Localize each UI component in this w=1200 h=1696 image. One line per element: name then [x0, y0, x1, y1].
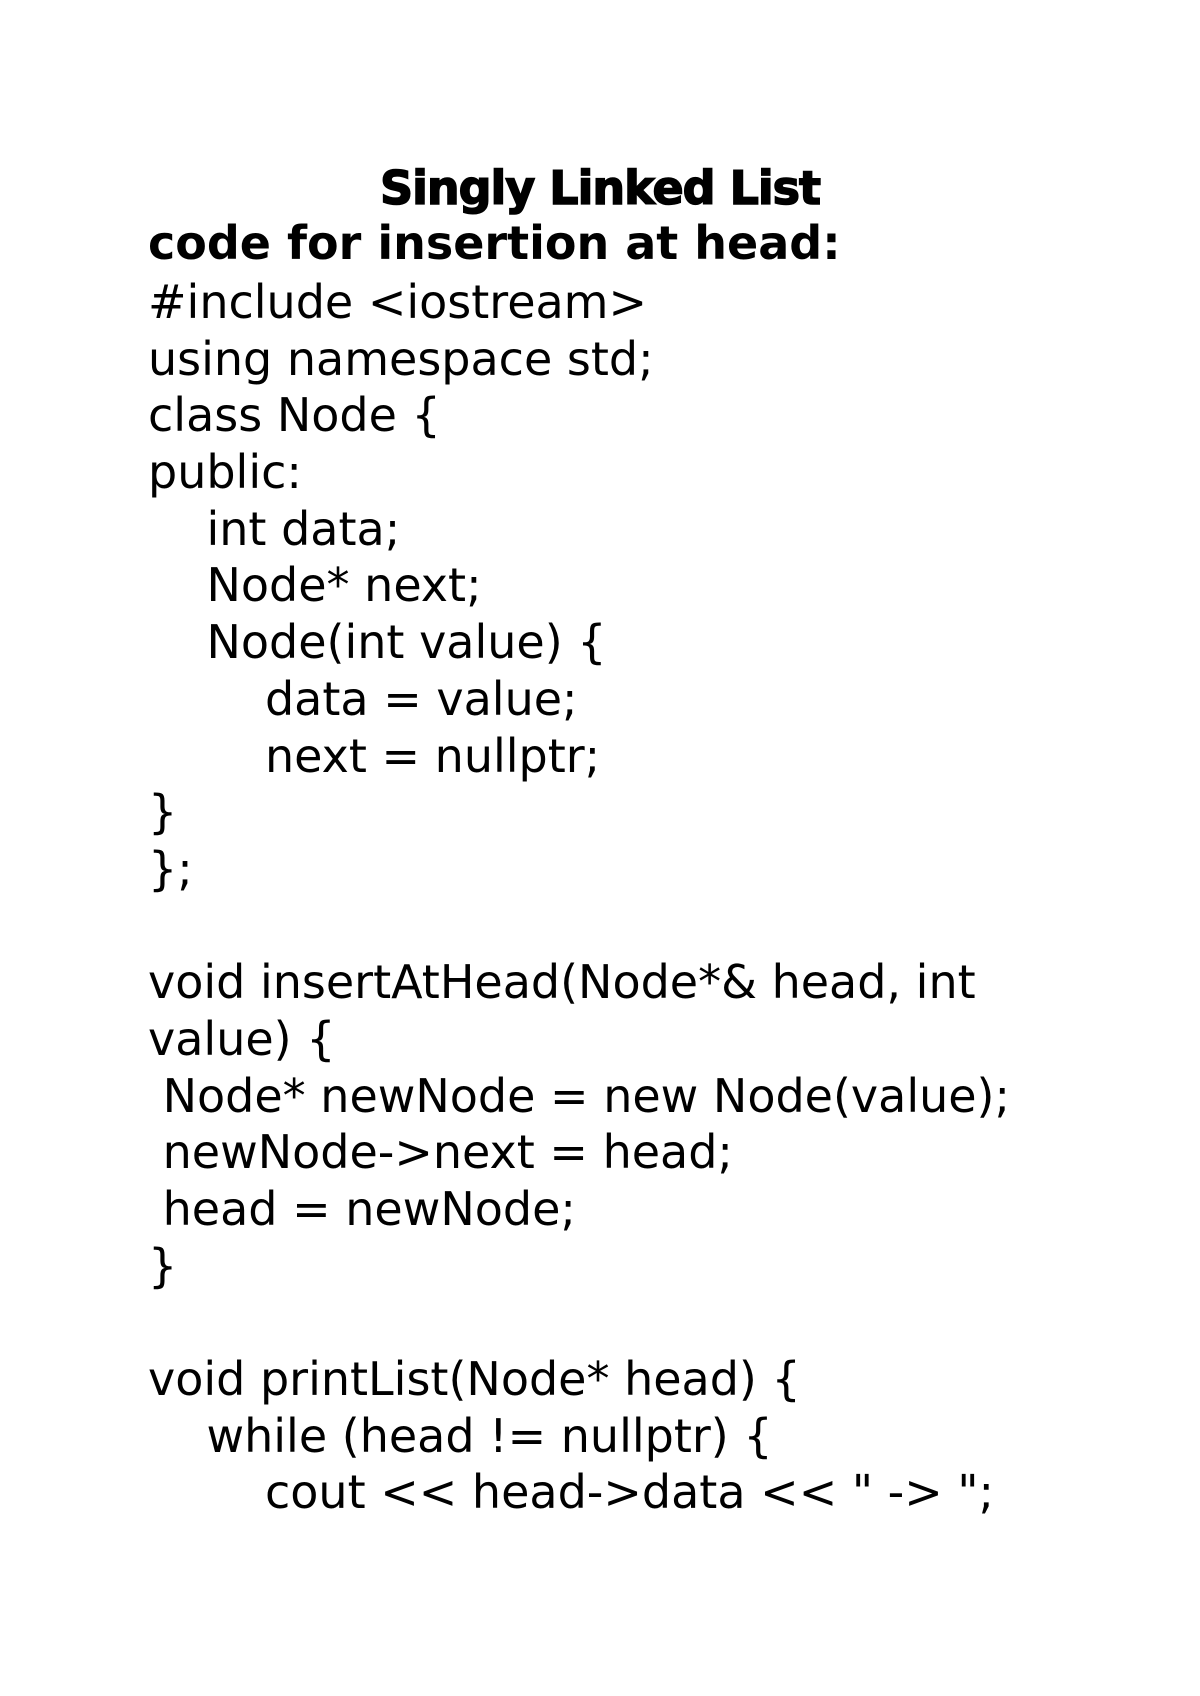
code-line: newNode->next = head;	[148, 1125, 733, 1180]
code-line: int data;	[148, 501, 401, 556]
code-block	[148, 274, 1010, 1521]
code-line: }	[148, 785, 178, 840]
code-line: head = newNode;	[148, 1182, 576, 1236]
document-subtitle: code for insertion at head:	[148, 216, 841, 270]
code-line: next = nullptr;	[148, 728, 601, 783]
code-line: class Node {	[148, 388, 441, 443]
code-line: }	[148, 1238, 178, 1293]
code-line	[148, 898, 1010, 955]
code-line: using namespace std;	[148, 331, 654, 386]
code-line: Node* newNode = new Node(value);	[148, 1068, 1011, 1123]
code-line: Node* next;	[148, 558, 482, 613]
document-title: Singly Linked List	[379, 161, 821, 215]
code-line: void printList(Node* head) {	[148, 1352, 801, 1407]
code-line: #include <iostream>	[148, 275, 648, 329]
code-line: };	[148, 841, 193, 896]
code-line: cout << head->data << " -> ";	[148, 1465, 995, 1520]
code-line: while (head != nullptr) {	[148, 1408, 773, 1463]
code-line: Node(int value) {	[148, 615, 607, 670]
code-line: public:	[148, 445, 302, 500]
code-line: void insertAtHead(Node*& head, int	[148, 955, 976, 1010]
code-line	[148, 1294, 1010, 1351]
code-line: value) {	[148, 1011, 336, 1066]
code-line: data = value;	[148, 671, 578, 726]
